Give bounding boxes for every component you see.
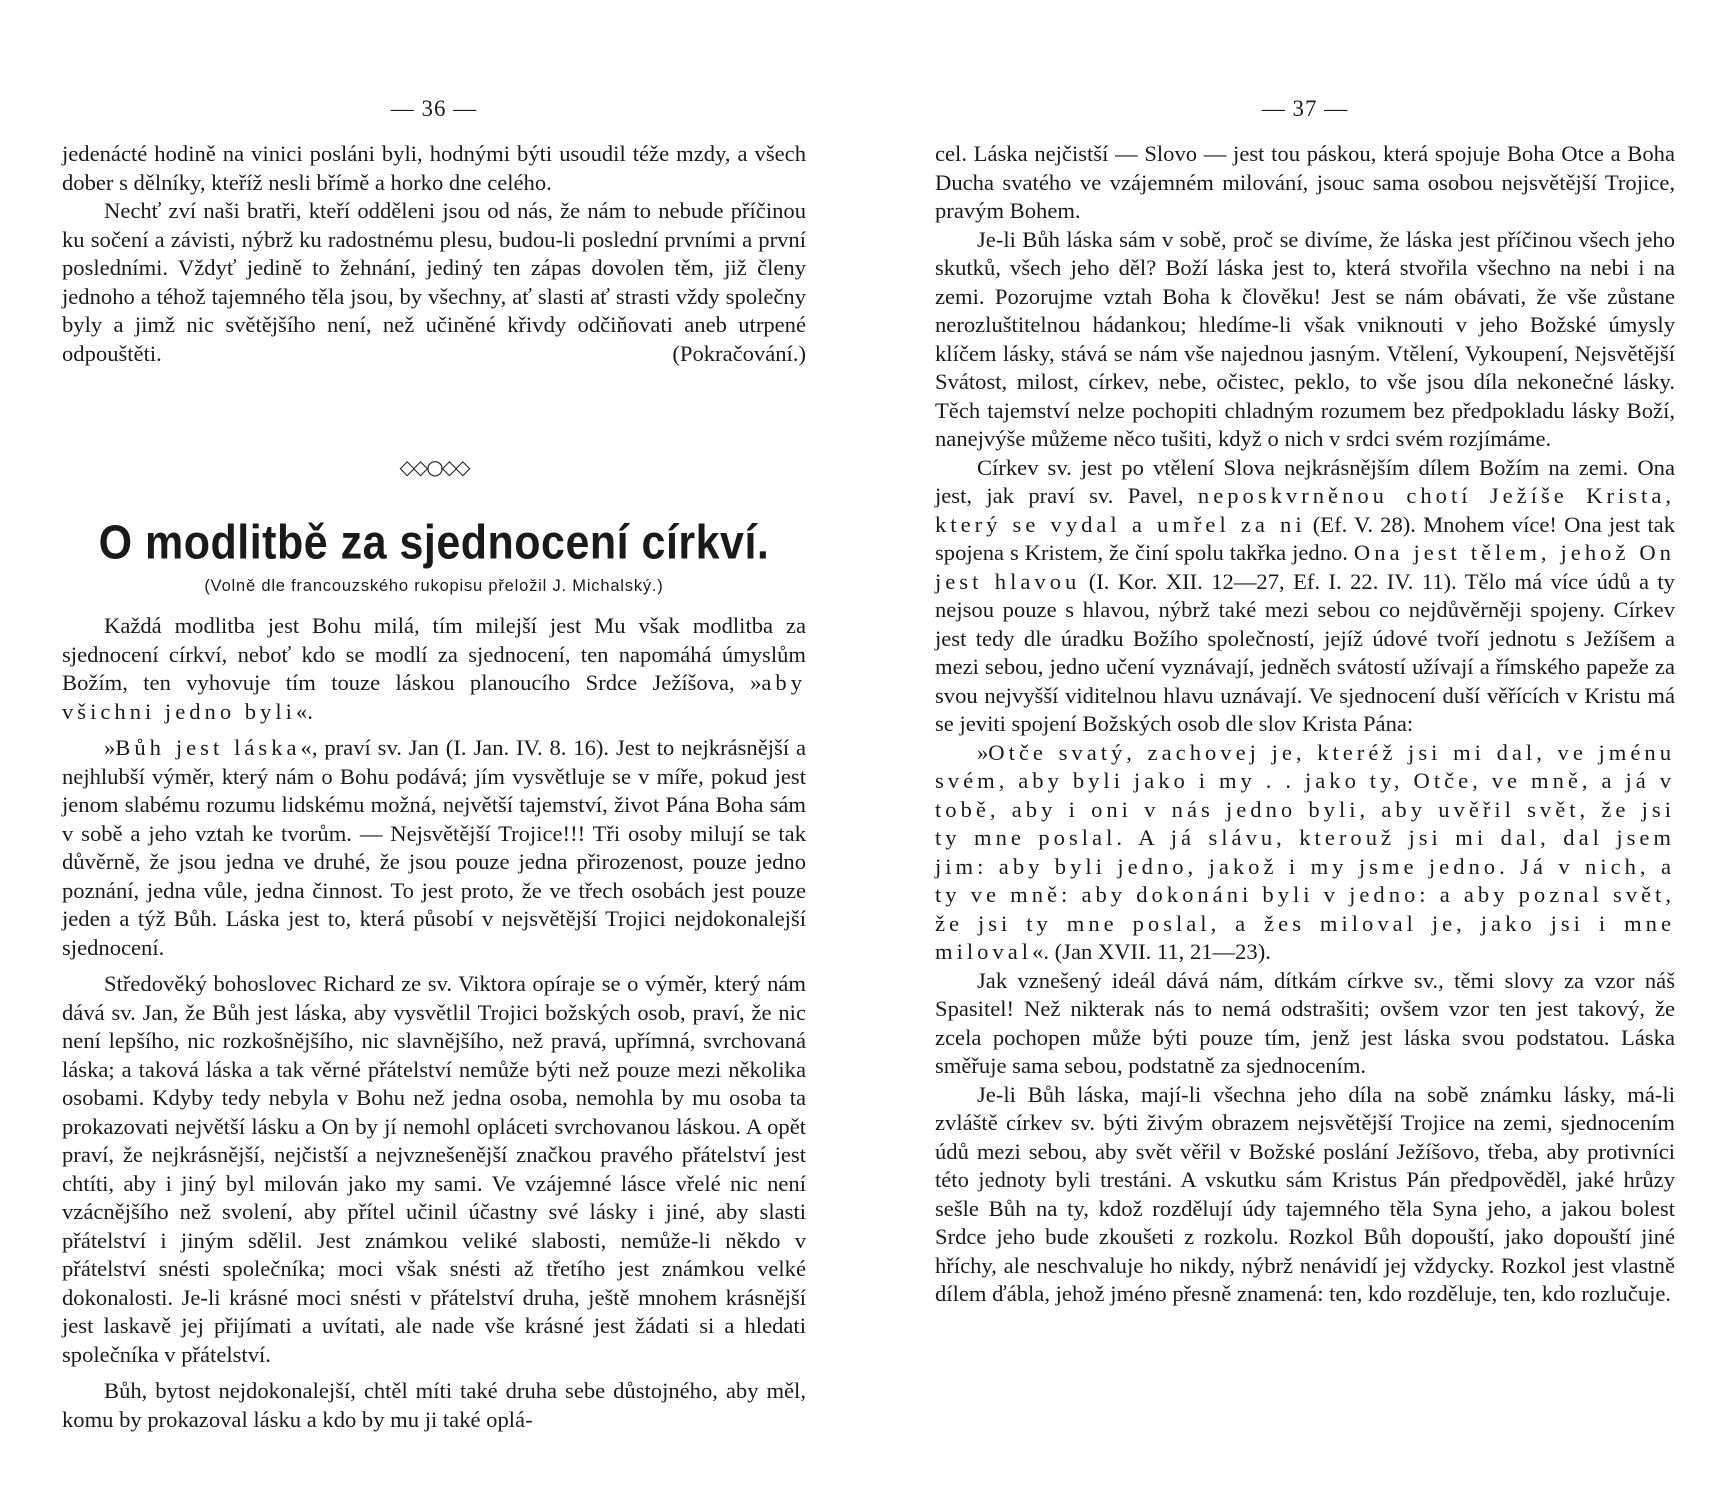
article-paragraph-4: Bůh, bytost nejdokonalejší, chtěl míti také druha sebe důstojného, aby měl, komu by prokazoval lásku a kdo by mu ji také oplá- — [62, 1378, 806, 1432]
section-divider-ornament: ◇◇○◇◇ — [399, 455, 469, 479]
article-paragraph-1-text: Každá modlitba jest Bohu milá, tím milejší jest Mu však modlitba za sjednocení církví, neboť kdo se modlí za sjednocení, ten napomáhá úmyslům Božím, ten vyhovuje tím touze láskou planoucího Srdce Ježíšova, » — [62, 613, 806, 695]
right-paragraph-1: cel. Láska nejčistší — Slovo — jest tou páskou, která spojuje Boha Otce a Boha Ducha svatého ve vzájemném milování, jsouc sama osobou nejsvětější Trojice, pravým Bohem. — [935, 141, 1675, 223]
article-subtitle: (Volně dle francouzského rukopisu přeložil J. Michalský.) — [204, 577, 664, 595]
article-body-left — [62, 612, 806, 1434]
page-number-left: — 36 — — [390, 96, 478, 121]
article-paragraph-2-text: «, praví sv. Jan (I. Jan. IV. 8. 16). Jest to nejkrásnější a nejhlubší výměr, který nám o Bohu podává; jím vysvětluje se v míře, pokud jest jenom slabému rozumu lidskému možná, největší tajemství, život Pána Boha sám v sobě a jeho vztah ke tvorům. — Nejsvětější Trojice!!! Tři osoby milují se tak důvěrně, že jsou jedna ve druhé, že jsou pouze jedna přirozenost, pouze jedno poznání, jedna vůle, jedna činnost. To jest proto, že ve třech osobách jest pouze jeden a týž Bůh. Láska jest to, která působí v nejsvětější Trojici nejdokonalejší sjednocení. — [62, 735, 806, 960]
article-body-right — [935, 140, 1675, 1309]
article-paragraph-3: Středověký bohoslovec Richard ze sv. Viktora opíraje se o výměr, který nám dává sv. Jan, že Bůh jest láska, aby vysvětlil Trojici božských osob, praví, že nic není lepšího, nic rozkošnějšího, nic slavnějšího, než pravá, upřímná, svrchovaná láska; a taková láska a tak věrné přátelství nemůže býti než pouze mezi několika osobami. Kdyby tedy nebyla v Bohu než jedna osoba, nemohla by mu osoba ta prokazovati největší lásku a On by jí nemohl opláceti svrchovanou láskou. A opět praví, že nejkrásnější, nejčistší a nejvznešenější značkou pravého přátelství jest chtíti, aby i jiný byl milován jako my sami. Ve vzájemné lásce vřelé nic není vzácnějšího než svolení, aby přítel učinil účastny své lásky i jiné, aby slasti přátelství i jiným sdělil. Jest známkou veliké slabosti, nemůže-li někdo v přátelství snésti společníka; moci však snésti až třetího jest známkou velké dokonalosti. Je-li krásné moci snésti v přátelství druha, ještě mnohem krásnější jest laskavě jej přijímati a uvítati, ale nade vše krásné jest žádati si a hledati společníka v přátelství. — [62, 971, 806, 1367]
continuation-paragraph-2 — [62, 197, 806, 368]
right-paragraph-3-text-c: (I. Kor. XII. 12—27, Ef. I. 22. IV. 11). Tělo má více údů a ty nejsou pouze s hlavou, nýbrž také mezi sebou co nejdůvěrněji spojeny. Církev jest tedy dle úradku Božího společností, jejíž údové tvoří jednotu s Ježíšem a mezi sebou, jedno učení vyznávají, jedněch svátostí užívají a římského papeže za svou nejvyšší viditelnou hlavu uznávají. Ve sjednocení duší věřících v Kristu má se jeviti spojení Božských osob dle slov Krista Pána: — [935, 568, 1675, 736]
continuation-text — [62, 140, 806, 368]
right-paragraph-4-citation: «. (Jan XVII. 11, 21—23). — [1032, 939, 1271, 964]
right-paragraph-5: Jak vznešený ideál dává nám, dítkám církve sv., těmi slovy za vzor náš Spasitel! Než nikterak nás to nemá odstrašiti; ovšem vzor ten jest takový, že zcela pochopen může býti pouze tím, jenž jest láska svou podstatou. Láska směřuje sama sebou, podstatně za sjednocením. — [935, 967, 1675, 1078]
article-paragraph-2-quote: Bůh jest láska — [115, 735, 301, 760]
article-paragraph-2-open: » — [104, 735, 116, 760]
article-paragraph-1-quote: aby všichni jedno byli — [62, 670, 806, 724]
continuation-paragraph-1: jedenácté hodině na vinici posláni byli, hodnými býti usoudil téže mzdy, a všech dober s dělníky, kteříž nesli břímě a horko dne celého. — [62, 141, 806, 195]
right-paragraph-3-text-b: (Ef. V. 28). Mnohem více! Ona jest tak spojena s Kristem, že činí spolu takřka jedno. — [935, 511, 1675, 565]
right-paragraph-3-text-a: Církev sv. jest po vtělení Slova nejkrásnějším dílem Božím na zemi. Ona jest, jak praví sv. Pavel, — [935, 454, 1675, 508]
article-paragraph-1 — [62, 612, 806, 726]
right-paragraph-2: Je-li Bůh láska sám v sobě, proč se divíme, že láska jest příčinou všech jeho skutků, všech jeho děl? Boží láska jest to, která stvořila všechno na nebi i na zemi. Pozorujme vztah Boha k člověku! Jest se nám obávati, že vše zůstane nerozluštitelnou hádankou; hledíme-li však vniknouti v jeho Božské úmysly klíčem lásky, stává se nám vše najednou jasným. Vtělení, Vykoupení, Nejsvětější Svátost, milost, církev, nebe, očistec, peklo, to vše jsou díla nekonečné lásky. Těch tajemství nelze pochopiti chladným rozumem bez předpokladu lásky Boží, nanejvýše můžeme něco tušiti, když o nich v srdci svém rozjímáme. — [935, 226, 1675, 451]
right-paragraph-6: Je-li Bůh láska, mají-li všechna jeho díla na sobě známku lásky, má-li zvláště církev sv. býti živým obrazem nejsvětější Trojice na zemi, sjednocením údů mezi sebou, aby svět věřil v Božské poslání Ježíšovo, třeba, aby protivníci této jednoty byli trestáni. A vskutku sám Kristus Pán předpověděl, jaké hrůzy sešle Bůh na ty, kdož rozdělují údy tajemného těla Syna jeho, a jakou bolest Srdce jeho bude zkoušeti z rozkolu. Rozkol Bůh dopouští, jako dopouští jiné hříchy, ale neschvaluje ho nikdy, nýbrž nenávidí jej vždycky. Rozkol jest vlastně dílem ďábla, jehož jméno přesně znamená: ten, kdo rozděluje, ten, kdo rozlučuje. — [935, 1081, 1675, 1306]
right-paragraph-4 — [935, 739, 1675, 967]
right-paragraph-3 — [935, 454, 1675, 739]
article-title: O modlitbě za sjednocení církví. — [98, 516, 770, 570]
right-paragraph-3-quote-1: neposkvrněnou chotí Ježíše Krista, který se vydal a umřel za ni — [935, 483, 1676, 537]
article-paragraph-2 — [62, 734, 806, 962]
to-be-continued-note: (Pokračování.) — [672, 340, 806, 366]
right-paragraph-3-quote-2: Ona jest tělem, jehož On jest hlavou — [935, 540, 1675, 594]
right-paragraph-4-quote: Otče svatý, zachovej je, kteréž jsi mi dal, ve jménu svém, aby byli jako i my . . jako ty, Otče, ve mně, a já v tobě, aby i oni v nás jedno byli, aby uvěřil svět, že jsi ty mne poslal. A já slávu, kterouž jsi mi dal, dal jsem jim: aby byli jedno, jakož i my jsme jedno. Já v nich, a ty ve mně: aby dokonáni byli v jedno: a aby poznal svět, že jsi ty mne poslal, a žes miloval je, jako jsi i mne miloval — [935, 739, 1675, 964]
page-number-right: — 37 — — [1261, 96, 1349, 121]
continuation-paragraph-2-text: Nechť zví naši bratři, kteří odděleni jsou od nás, že nám to nebude příčinou ku sočení a závisti, nýbrž ku radostnému plesu, budou-li poslední prvními a první posledními. Vždyť jedině to žehnání, jediný ten zápas dovolen těm, již členy jednoho a téhož tajemného těla jsou, by všechny, ať slasti ať strasti vždy společny byly a jimž nic světějšího není, než učiněné křivdy odčiňovati aneb utrpené odpouštěti. — [62, 198, 806, 366]
article-paragraph-1-end: «. — [295, 698, 313, 724]
right-paragraph-4-open: » — [977, 739, 989, 765]
